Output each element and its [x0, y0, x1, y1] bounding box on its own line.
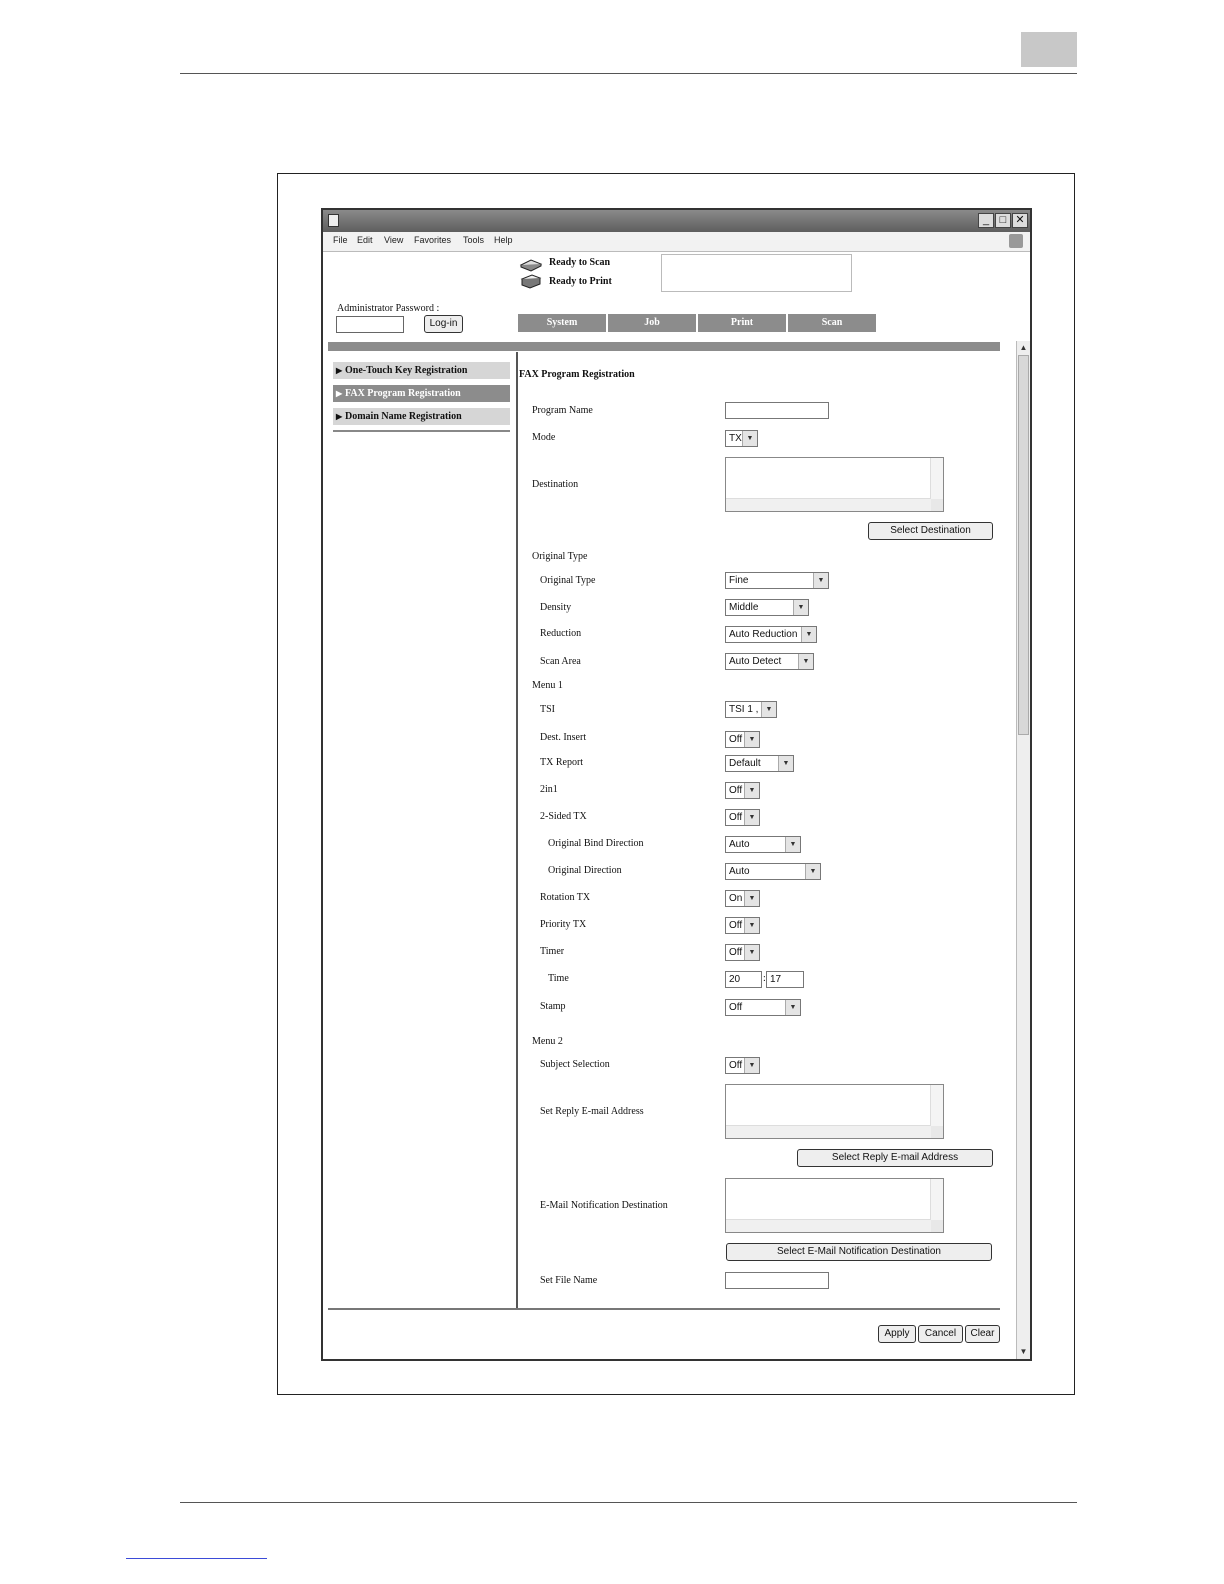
subject-selection-label: Subject Selection	[540, 1059, 610, 1070]
timer-label: Timer	[540, 946, 565, 957]
reduction-label: Reduction	[540, 628, 582, 639]
tsi-select[interactable]: TSI 1 , ▼	[725, 701, 777, 718]
chevron-down-icon: ▼	[778, 756, 793, 771]
tab-scan[interactable]: Scan	[788, 314, 876, 332]
scroll-down-icon[interactable]: ▼	[1019, 1347, 1028, 1356]
section-menu-1: Menu 1	[532, 680, 563, 691]
original-direction-select[interactable]: Auto ▼	[725, 863, 821, 880]
program-name-input[interactable]	[725, 402, 829, 419]
chevron-down-icon: ▼	[744, 810, 759, 825]
chevron-down-icon: ▼	[744, 891, 759, 906]
chevron-down-icon: ▼	[744, 945, 759, 960]
stamp-select[interactable]: Off ▼	[725, 999, 801, 1016]
menu-favorites[interactable]: Favorites	[414, 235, 452, 245]
scroll-up-icon[interactable]: ▲	[1019, 343, 1028, 352]
tab-print[interactable]: Print	[698, 314, 786, 332]
sidebar-divider	[516, 352, 518, 1308]
chevron-down-icon: ▼	[744, 1058, 759, 1073]
rotation-tx-label: Rotation TX	[540, 892, 591, 903]
chevron-down-icon: ▼	[805, 864, 820, 879]
file-name-label: Set File Name	[540, 1275, 598, 1286]
file-name-input[interactable]	[725, 1272, 829, 1289]
density-select[interactable]: Middle ▼	[725, 599, 809, 616]
2-sided-tx-label: 2-Sided TX	[540, 811, 587, 822]
tx-report-select[interactable]: Default ▼	[725, 755, 794, 772]
title-bar	[323, 210, 1030, 232]
menu-view[interactable]: View	[384, 235, 404, 245]
mode-select[interactable]: TX ▼	[725, 430, 758, 447]
sidebar-item-one-touch-key[interactable]	[333, 362, 510, 379]
chevron-down-icon: ▼	[798, 654, 813, 669]
tsi-label: TSI	[540, 704, 555, 715]
reduction-select[interactable]: Auto Reduction ▼	[725, 626, 817, 643]
printer-icon	[519, 273, 543, 289]
close-button[interactable]: ✕	[1012, 213, 1028, 228]
triangle-right-icon: ▶	[336, 412, 343, 421]
mode-label: Mode	[532, 432, 556, 443]
timer-select[interactable]: Off ▼	[725, 944, 760, 961]
scan-area-label: Scan Area	[540, 656, 581, 667]
reply-email-label: Set Reply E-mail Address	[540, 1106, 644, 1117]
scrollbar-thumb[interactable]	[1018, 355, 1029, 735]
reply-email-textarea[interactable]	[725, 1084, 944, 1139]
chevron-down-icon: ▼	[793, 600, 808, 615]
menu-edit[interactable]: Edit	[357, 235, 373, 245]
stamp-label: Stamp	[540, 1001, 566, 1012]
original-bind-direction-label: Original Bind Direction	[548, 838, 644, 849]
dest-insert-select[interactable]: Off ▼	[725, 731, 760, 748]
status-message-box	[661, 254, 852, 292]
footer-rule	[328, 1308, 1000, 1310]
apply-button[interactable]: Apply	[878, 1325, 916, 1343]
chevron-down-icon: ▼	[761, 702, 776, 717]
admin-password-input[interactable]	[336, 316, 404, 333]
textarea-hscroll[interactable]	[726, 1125, 931, 1138]
priority-tx-label: Priority TX	[540, 919, 587, 930]
tab-job[interactable]: Job	[608, 314, 696, 332]
chevron-down-icon: ▼	[813, 573, 828, 588]
app-icon	[328, 214, 339, 227]
status-print-text: Ready to Print	[549, 276, 612, 287]
priority-tx-select[interactable]: Off ▼	[725, 917, 760, 934]
scanner-icon	[519, 256, 543, 272]
time-separator: :	[763, 973, 766, 984]
chevron-down-icon: ▼	[744, 732, 759, 747]
time-minute-input[interactable]: 17	[766, 971, 804, 988]
2in1-label: 2in1	[540, 784, 558, 795]
original-bind-direction-select[interactable]: Auto ▼	[725, 836, 801, 853]
browser-logo-icon	[1009, 234, 1023, 248]
chevron-down-icon: ▼	[744, 783, 759, 798]
page-title: FAX Program Registration	[519, 369, 635, 380]
time-hour-input[interactable]: 20	[725, 971, 762, 988]
scan-area-select[interactable]: Auto Detect ▼	[725, 653, 814, 670]
rotation-tx-select[interactable]: On ▼	[725, 890, 760, 907]
page-header-rule	[180, 73, 1077, 74]
menu-file[interactable]: File	[333, 235, 348, 245]
chevron-down-icon: ▼	[742, 431, 757, 446]
subject-selection-select[interactable]: Off ▼	[725, 1057, 760, 1074]
page-footer-link-underline	[126, 1558, 267, 1559]
program-name-label: Program Name	[532, 405, 593, 416]
textarea-vscroll[interactable]	[930, 1179, 943, 1220]
textarea-vscroll[interactable]	[930, 458, 943, 499]
tx-report-label: TX Report	[540, 757, 584, 768]
browser-window	[321, 208, 1032, 1361]
textarea-hscroll[interactable]	[726, 1219, 931, 1232]
email-notification-textarea[interactable]	[725, 1178, 944, 1233]
page-section-tab	[1021, 32, 1077, 67]
page-footer-rule	[180, 1502, 1077, 1503]
status-scan-text: Ready to Scan	[549, 257, 611, 268]
destination-textarea[interactable]	[725, 457, 944, 512]
sidebar-item-label: FAX Program Registration	[345, 388, 461, 399]
menu-help[interactable]: Help	[494, 235, 513, 245]
chevron-down-icon: ▼	[785, 837, 800, 852]
time-label: Time	[548, 973, 569, 984]
destination-label: Destination	[532, 479, 579, 490]
2in1-select[interactable]: Off ▼	[725, 782, 760, 799]
admin-password-label: Administrator Password :	[337, 303, 440, 314]
sidebar-item-label: One-Touch Key Registration	[345, 365, 468, 376]
sidebar-item-fax-program[interactable]	[333, 385, 510, 402]
menu-tools[interactable]: Tools	[463, 235, 485, 245]
email-notification-label: E-Mail Notification Destination	[540, 1200, 668, 1211]
sidebar-rule	[333, 430, 510, 432]
tab-system[interactable]: System	[518, 314, 606, 332]
chevron-down-icon: ▼	[785, 1000, 800, 1015]
select-email-notification-button[interactable]: Select E-Mail Notification Destination	[726, 1243, 992, 1261]
original-direction-label: Original Direction	[548, 865, 622, 876]
select-reply-email-button[interactable]: Select Reply E-mail Address	[797, 1149, 993, 1167]
sidebar-item-label: Domain Name Registration	[345, 411, 462, 422]
original-type-select[interactable]: Fine ▼	[725, 572, 829, 589]
section-menu-2: Menu 2	[532, 1036, 563, 1047]
login-button[interactable]: Log-in	[424, 315, 463, 333]
minimize-button[interactable]: _	[978, 213, 994, 228]
triangle-right-icon: ▶	[336, 389, 343, 398]
maximize-button[interactable]: □	[995, 213, 1011, 228]
dest-insert-label: Dest. Insert	[540, 732, 587, 743]
triangle-right-icon: ▶	[336, 366, 343, 375]
cancel-button[interactable]: Cancel	[918, 1325, 963, 1343]
sidebar-item-domain-name[interactable]	[333, 408, 510, 425]
menu-bar	[323, 232, 1030, 252]
select-destination-button[interactable]: Select Destination	[868, 522, 993, 540]
chevron-down-icon: ▼	[744, 918, 759, 933]
textarea-hscroll[interactable]	[726, 498, 931, 511]
textarea-vscroll[interactable]	[930, 1085, 943, 1126]
section-original-type: Original Type	[532, 551, 588, 562]
header-divider-bar	[328, 342, 1000, 351]
original-type-label: Original Type	[540, 575, 596, 586]
2-sided-tx-select[interactable]: Off ▼	[725, 809, 760, 826]
vertical-scrollbar[interactable]	[1016, 341, 1030, 1361]
chevron-down-icon: ▼	[801, 627, 816, 642]
clear-button[interactable]: Clear	[965, 1325, 1000, 1343]
density-label: Density	[540, 602, 572, 613]
